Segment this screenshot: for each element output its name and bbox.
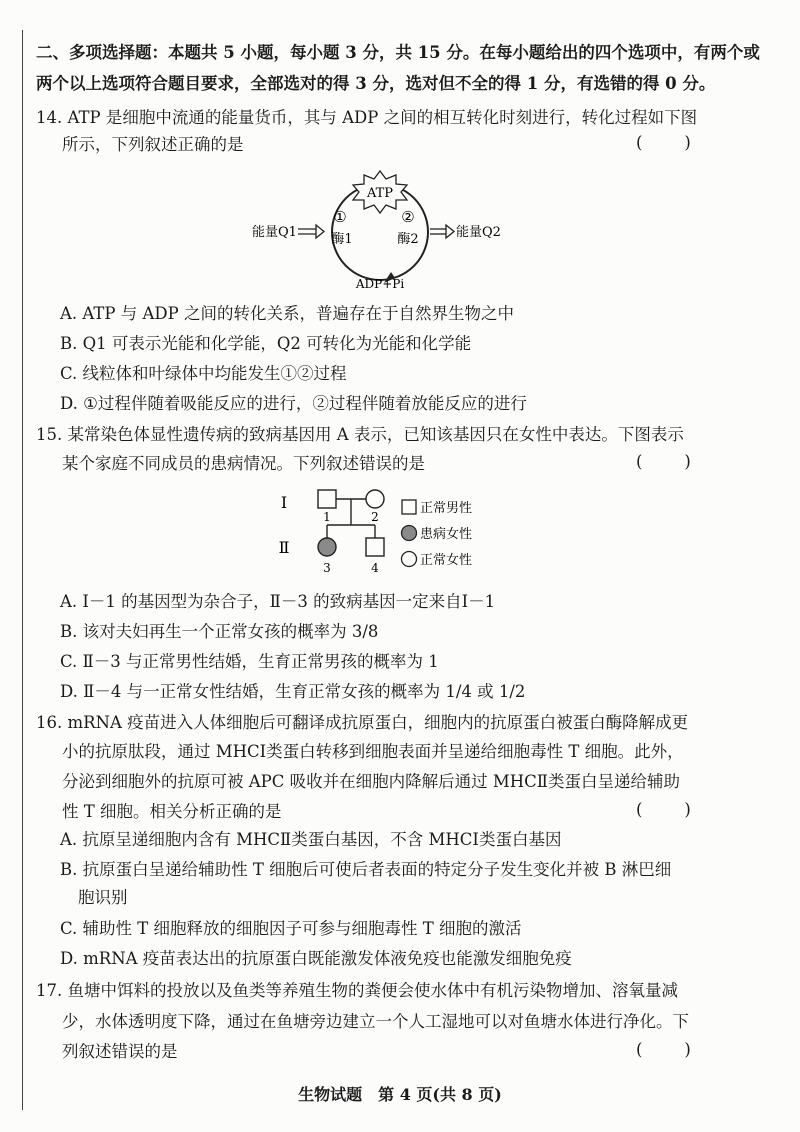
q16-option-c: C. 辅助性 T 细胞释放的细胞因子可参与细胞毒性 T 细胞的激活 [60,919,522,938]
q15-option-b: B. 该对夫妇再生一个正常女孩的概率为 3/8 [60,622,379,641]
legend-male-label: 正常男性 [420,501,473,516]
legend-affected-female-label: 患病女性 [420,527,473,542]
section-heading-line2: 两个以上选项符合题目要求，全部选对的得 3 分，选对但不全的得 1 分，有选错的得 0 分。 [36,74,716,93]
individual-3-number: 3 [323,561,331,575]
enzyme1-label: 酶1 [331,232,353,247]
q16-option-b-line1: B. 抗原蛋白呈递给辅助性 T 细胞后可使后者表面的特定分子发生变化并被 B 淋巴细 [60,860,672,879]
legend-male-symbol [402,500,416,514]
q16-answer-paren: ( ) [636,800,691,819]
q15-option-d: D. Ⅱ－4 与一正常女性结婚，生育正常女孩的概率为 1/4 或 1/2 [60,682,526,701]
section-heading-line1: 二、多项选择题：本题共 5 小题，每小题 3 分，共 15 分。在每小题给出的四个选项中，有两个或 [36,43,760,62]
individual-2-number: 2 [371,510,379,524]
q16-stem-line1: 16. mRNA 疫苗进入人体细胞后可翻译成抗原蛋白，细胞内的抗原蛋白被蛋白酶降解成更 [36,713,689,732]
legend-female-symbol [402,552,417,567]
q16-option-b-line2: 胞识别 [78,888,128,907]
individual-2-female [366,490,384,508]
atp-label: ATP [366,186,394,201]
energy-q1-label: 能量Q1 [252,225,297,240]
q17-answer-paren: ( ) [636,1040,691,1059]
q1-arrow [298,225,324,238]
energy-q2-label: 能量Q2 [456,225,501,240]
q16-stem-line3: 分泌到细胞外的抗原可被 APC 吸收并在细胞内降解后通过 MHCⅡ类蛋白呈递给辅助 [62,772,681,791]
adp-label: ADP+Pi [355,277,405,291]
q15-option-c: C. Ⅱ－3 与正常男性结婚，生育正常男孩的概率为 1 [60,652,439,671]
q14-option-c: C. 线粒体和叶绿体中均能发生①②过程 [60,364,347,383]
q16-stem-line2: 小的抗原肽段，通过 MHCⅠ类蛋白转移到细胞表面并呈递给细胞毒性 T 细胞。此外， [62,742,684,761]
q16-option-d: D. mRNA 疫苗表达出的抗原蛋白既能激发体液免疫也能激发细胞免疫 [60,949,572,968]
q14-stem-line2: 所示，下列叙述正确的是 [62,135,244,154]
q14-stem-line1: 14. ATP 是细胞中流通的能量货币，其与 ADP 之间的相互转化时刻进行，转化过程如下图 [36,108,698,127]
q15-answer-paren: ( ) [636,452,691,471]
q14-option-a: A. ATP 与 ADP 之间的转化关系，普遍存在于自然界生物之中 [60,304,515,323]
generation-2-label: Ⅱ [278,538,290,557]
q2-arrow [430,225,454,238]
legend-affected-female-symbol [402,526,417,541]
individual-3-affected-female [318,538,336,556]
page-footer: 生物试题 第 4 页(共 8 页) [298,1085,502,1104]
q14-answer-paren: ( ) [636,133,691,152]
individual-4-male [366,538,384,556]
step2-label: ② [401,208,415,226]
q15-stem-line1: 15. 某常染色体显性遗传病的致病基因用 A 表示，已知该基因只在女性中表达。下图表示 [36,425,684,444]
q17-stem-line2: 少，水体透明度下降，通过在鱼塘旁边建立一个人工湿地可以对鱼塘水体进行净化。下 [62,1012,689,1031]
step1-label: ① [333,208,347,226]
generation-1-label: Ⅰ [280,493,288,512]
enzyme2-label: 酶2 [397,232,419,247]
legend-female-label: 正常女性 [420,553,473,568]
pedigree-chart [270,480,500,585]
individual-4-number: 4 [371,561,379,575]
q15-stem-line2: 某个家庭不同成员的患病情况。下列叙述错误的是 [62,454,425,473]
q14-option-b: B. Q1 可表示光能和化学能，Q2 可转化为光能和化学能 [60,334,472,353]
q16-stem-line4: 性 T 细胞。相关分析正确的是 [62,802,282,821]
q17-stem-line3: 列叙述错误的是 [62,1042,178,1061]
individual-1-number: 1 [323,510,331,524]
q17-stem-line1: 17. 鱼塘中饵料的投放以及鱼类等养殖生物的粪便会使水体中有机污染物增加、溶氧量减 [36,981,678,1000]
q14-option-d: D. ①过程伴随着吸能反应的进行，②过程伴随着放能反应的进行 [60,394,527,413]
margin-line [22,30,23,1110]
q15-option-a: A. Ⅰ－1 的基因型为杂合子，Ⅱ－3 的致病基因一定来自Ⅰ－1 [60,592,496,611]
q16-option-a: A. 抗原呈递细胞内含有 MHCⅡ类蛋白基因，不含 MHCⅠ类蛋白基因 [60,830,562,849]
atp-adp-diagram [230,170,550,295]
individual-1-male [318,490,336,508]
